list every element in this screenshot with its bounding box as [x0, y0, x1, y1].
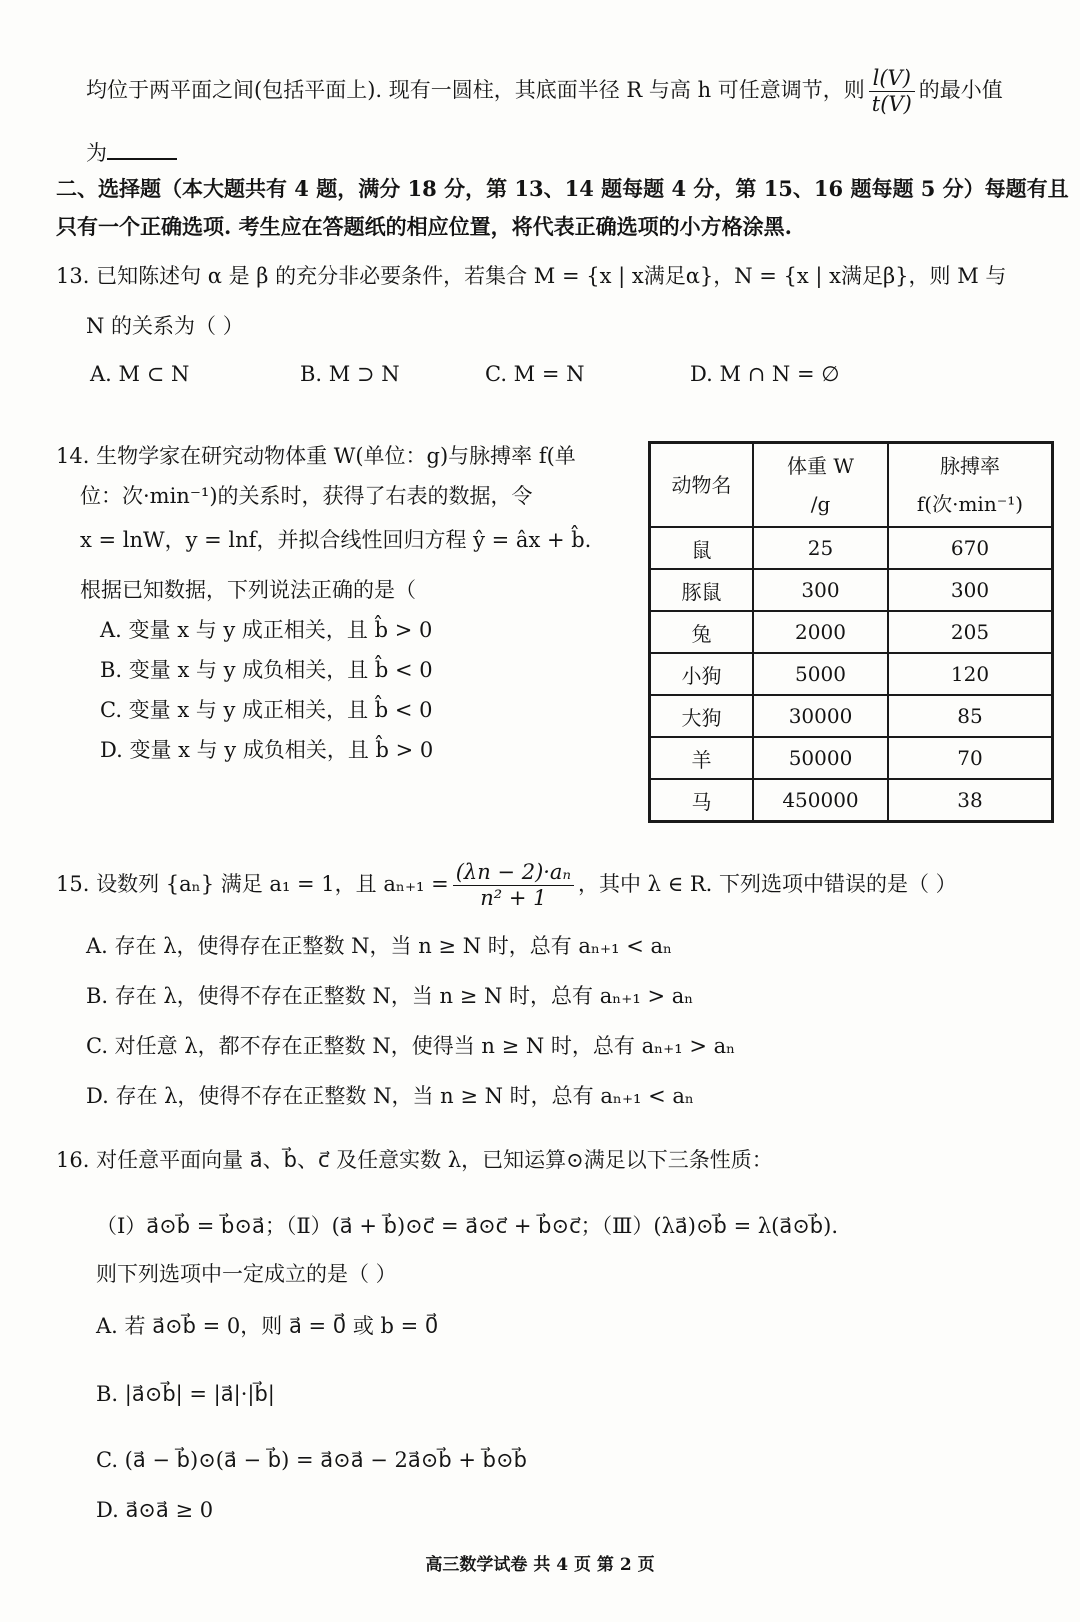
q13-stem-line-2: N 的关系为（ ）: [86, 314, 244, 338]
q14-stem-line-3: x = lnW，y = lnf，并拟合线性回归方程 ŷ = âx + b̂.: [80, 528, 592, 552]
q16-properties: （Ⅰ）a⃗⊙b⃗ = b⃗⊙a⃗；（Ⅱ）(a⃗ + b⃗)⊙c⃗ = a⃗⊙c⃗ + b⃗⊙c⃗；（Ⅲ）(λa⃗)⊙b⃗ = λ(a⃗⊙b⃗).: [96, 1214, 839, 1238]
table-cell-pulse: 670: [888, 527, 1053, 569]
table-cell-animal: 大狗: [650, 695, 754, 737]
intro-line-1: [86, 68, 1003, 115]
table-cell-weight: 450000: [753, 779, 888, 822]
q15-fraction-denominator: n² + 1: [480, 886, 547, 910]
intro-text: 均位于两平面之间(包括平面上). 现有一圆柱，其底面半径 R 与高 h 可任意调节，则: [86, 78, 865, 102]
table-header-row: [650, 443, 1053, 528]
q15-stem-start: 15. 设数列 {aₙ} 满足 a₁ = 1，且 aₙ₊₁ =: [56, 872, 449, 896]
q13-stem-line-1: 13. 已知陈述句 α 是 β 的充分非必要条件，若集合 M = {x | x满足α}，N = {x | x满足β}，则 M 与: [56, 264, 1007, 288]
table-cell-animal: 豚鼠: [650, 569, 754, 611]
table-cell-weight: 2000: [753, 611, 888, 653]
table-cell-pulse: 38: [888, 779, 1053, 822]
table-cell-animal: 羊: [650, 737, 754, 779]
q15-option-d: D. 存在 λ，使得不存在正整数 N，当 n ≥ N 时，总有 aₙ₊₁ < aₙ: [86, 1084, 695, 1108]
q16-stem: 16. 对任意平面向量 a⃗、b⃗、c⃗ 及任意实数 λ，已知运算⊙满足以下三条性质：: [56, 1148, 773, 1172]
intro-line-2-text: 为: [86, 141, 107, 165]
q15-fraction-numerator: (λn − 2)·aₙ: [453, 862, 574, 886]
page-footer: 高三数学试卷 共 4 页 第 2 页: [425, 1555, 655, 1575]
intro-fraction: [869, 68, 915, 115]
q14-option-d: D. 变量 x 与 y 成负相关，且 b̂ > 0: [100, 738, 434, 762]
q15-option-c: C. 对任意 λ，都不存在正整数 N，使得当 n ≥ N 时，总有 aₙ₊₁ > aₙ: [86, 1034, 736, 1058]
q16-option-b: B. |a⃗⊙b⃗| = |a⃗|·|b⃗|: [96, 1382, 275, 1406]
table-row: [650, 737, 1053, 779]
section-header-line-1: 二、选择题（本大题共有 4 题，满分 18 分，第 13、14 题每题 4 分，第 15、16 题每题 5 分）每题有且: [56, 176, 1069, 201]
q16-option-c: C. (a⃗ − b⃗)⊙(a⃗ − b⃗) = a⃗⊙a⃗ − 2a⃗⊙b⃗ + b⃗⊙b⃗: [96, 1448, 527, 1472]
table-cell-pulse: 85: [888, 695, 1053, 737]
table-row: [650, 653, 1053, 695]
q15-stem: [56, 862, 957, 909]
q14-option-a: A. 变量 x 与 y 成正相关，且 b̂ > 0: [100, 618, 433, 642]
table-row: [650, 611, 1053, 653]
q13-option-a: A. M ⊂ N: [90, 362, 190, 386]
q14-option-c: C. 变量 x 与 y 成正相关，且 b̂ < 0: [100, 698, 433, 722]
q13-option-b: B. M ⊃ N: [300, 362, 400, 386]
table-cell-animal: 小狗: [650, 653, 754, 695]
q13-option-c: C. M = N: [485, 362, 585, 386]
table-row: [650, 695, 1053, 737]
q14-stem-line-1: 14. 生物学家在研究动物体重 W(单位：g)与脉搏率 f(单: [56, 444, 576, 468]
section-header-line-2: 只有一个正确选项. 考生应在答题纸的相应位置，将代表正确选项的小方格涂黑.: [56, 214, 792, 239]
q15-option-a: A. 存在 λ，使得存在正整数 N，当 n ≥ N 时，总有 aₙ₊₁ < aₙ: [86, 934, 673, 958]
intro-line-2: [86, 138, 177, 164]
q15-fraction: [453, 862, 574, 909]
table-cell-pulse: 300: [888, 569, 1053, 611]
answer-blank: [107, 138, 177, 160]
q14-option-b: B. 变量 x 与 y 成负相关，且 b̂ < 0: [100, 658, 433, 682]
table-cell-animal: 鼠: [650, 527, 754, 569]
table-cell-pulse: 205: [888, 611, 1053, 653]
intro-fraction-numerator: l(V): [869, 68, 915, 92]
table-cell-pulse: 70: [888, 737, 1053, 779]
table-cell-pulse: 120: [888, 653, 1053, 695]
table-cell-weight: 30000: [753, 695, 888, 737]
table-cell-animal: 兔: [650, 611, 754, 653]
table-cell-weight: 5000: [753, 653, 888, 695]
intro-fraction-denominator: t(V): [871, 92, 912, 116]
table-cell-weight: 25: [753, 527, 888, 569]
table-row: [650, 527, 1053, 569]
q14-stem-line-4: 根据已知数据，下列说法正确的是（: [80, 578, 416, 602]
table-header-weight: 体重 W /g: [753, 443, 888, 528]
intro-tail: 的最小值: [918, 78, 1003, 102]
q16-option-a: A. 若 a⃗⊙b⃗ = 0，则 a⃗ = 0⃗ 或 b = 0⃗: [96, 1314, 439, 1338]
table-row: [650, 569, 1053, 611]
q15-stem-end: ，其中 λ ∈ R. 下列选项中错误的是（ ）: [577, 872, 957, 896]
table-row: [650, 779, 1053, 822]
q14-data-table: [648, 441, 1054, 823]
q14-stem-line-2: 位：次·min⁻¹)的关系时，获得了右表的数据，令: [80, 484, 533, 508]
q13-option-d: D. M ∩ N = ∅: [690, 362, 840, 386]
q15-option-b: B. 存在 λ，使得不存在正整数 N，当 n ≥ N 时，总有 aₙ₊₁ > aₙ: [86, 984, 694, 1008]
table-header-pulse: 脉搏率 f(次·min⁻¹): [888, 443, 1053, 528]
table-cell-weight: 50000: [753, 737, 888, 779]
table-cell-weight: 300: [753, 569, 888, 611]
q16-prompt: 则下列选项中一定成立的是（ ）: [96, 1262, 397, 1286]
table-cell-animal: 马: [650, 779, 754, 822]
q16-option-d: D. a⃗⊙a⃗ ≥ 0: [96, 1498, 214, 1522]
table-header-animal: 动物名: [650, 443, 754, 528]
